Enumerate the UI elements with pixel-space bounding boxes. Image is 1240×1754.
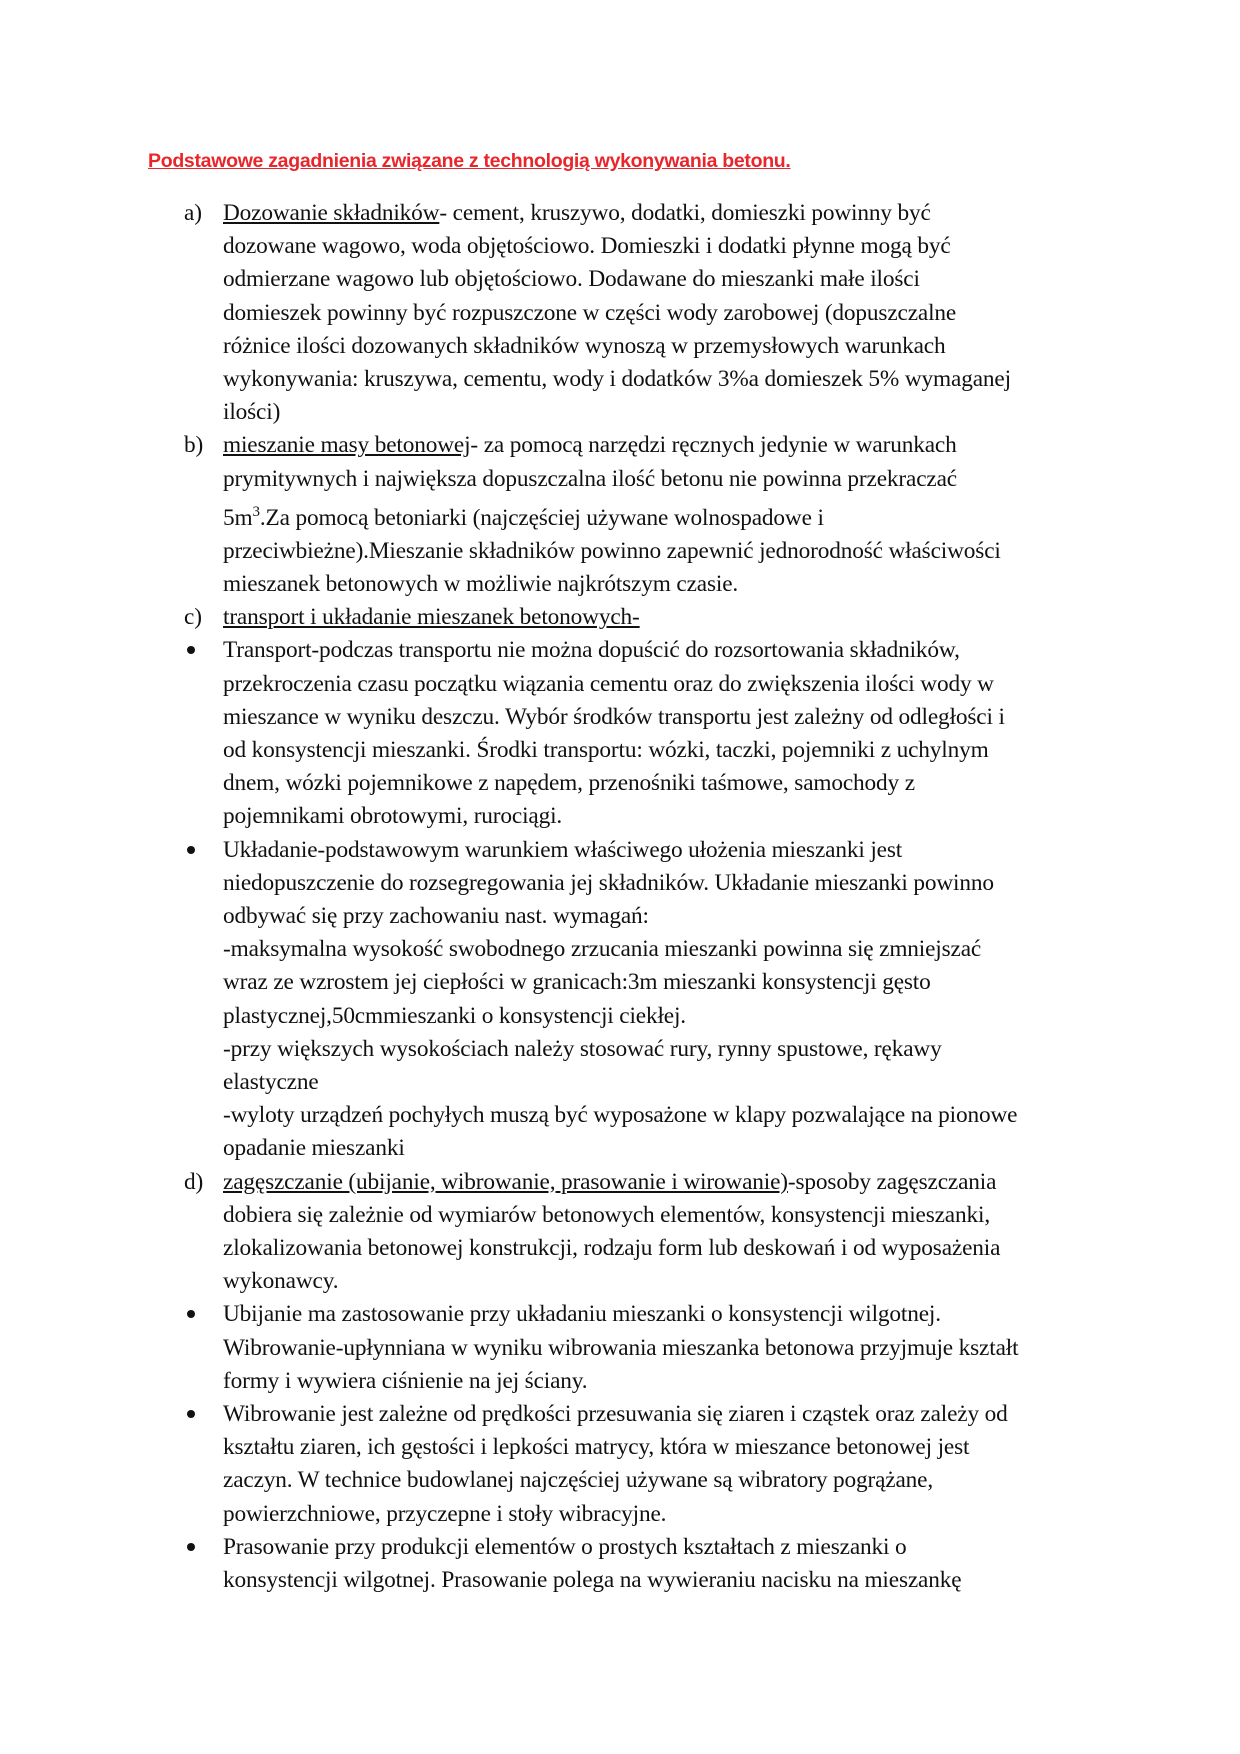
item-heading: Dozowanie składników bbox=[223, 200, 440, 226]
text-line: Układanie-podstawowym warunkiem właściwego ułożenia mieszanki jest bbox=[223, 836, 903, 863]
list-item-a bbox=[184, 197, 1103, 429]
item-heading: zagęszczanie (ubijanie, wibrowanie, prasowanie i wirowanie) bbox=[223, 1168, 788, 1195]
text-line: -przy większych wysokościach należy stosować rury, rynny spustowe, rękawy bbox=[223, 1035, 942, 1062]
item-heading: mieszanie masy betonowej bbox=[223, 432, 471, 459]
text-line: przeciwbieżne).Mieszanie składników powinno zapewnić jednorodność właściwości bbox=[223, 537, 1001, 564]
list-marker: c) bbox=[184, 604, 202, 631]
text-line: przekroczenia czasu początku wiązania cementu oraz do zwiększenia ilości wody w bbox=[223, 670, 994, 697]
text-line: niedopuszczenie do rozsegregowania jej składników. Układanie mieszanki powinno bbox=[223, 869, 994, 896]
list-marker: b) bbox=[184, 432, 204, 459]
text-line: plastycznej,50cmmieszanki o konsystencji ciekłej. bbox=[223, 1002, 686, 1029]
text-line: -sposoby zagęszczania bbox=[787, 1168, 997, 1195]
bullet-icon bbox=[187, 1531, 217, 1564]
list-item-b bbox=[184, 429, 1103, 601]
text-line: - cement, kruszywo, dodatki, domieszki powinny być bbox=[439, 200, 931, 226]
text-line: -maksymalna wysokość swobodnego zrzucania mieszanki powinna się zmniejszać bbox=[223, 936, 982, 963]
text-line: odbywać się przy zachowaniu nast. wymagań: bbox=[223, 903, 649, 930]
text-line: - za pomocą narzędzi ręcznych jedynie w warunkach bbox=[470, 432, 957, 459]
document-title: Podstawowe zagadnienia związane z technologią wykonywania betonu. bbox=[148, 150, 791, 172]
text-line: powierzchniowe, przyczepne i stoły wibracyjne. bbox=[223, 1500, 667, 1527]
text-line: Transport-podczas transportu nie można dopuścić do rozsortowania składników, bbox=[223, 637, 960, 664]
text-line: dobiera się zależnie od wymiarów betonowych elementów, konsystencji mieszanki, bbox=[223, 1201, 990, 1228]
text-line: mieszanek betonowych w możliwie najkrótszym czasie. bbox=[223, 571, 739, 597]
bullet-item-wibrowanie bbox=[223, 1398, 1103, 1531]
text-line: zlokalizowania betonowej konstrukcji, rodzaju form lub deskowań i od wyposażenia bbox=[223, 1235, 1001, 1262]
bullet-item-ukladanie bbox=[223, 834, 1103, 1166]
superscript: 3 bbox=[252, 503, 260, 520]
text-line: dozowane wagowo, woda objętościowo. Domieszki i dodatki płynne mogą być bbox=[223, 233, 951, 260]
text-line: wraz ze wzrostem jej ciepłości w granicach:3m mieszanki konsystencji gęsto bbox=[223, 969, 931, 996]
bullet-icon bbox=[187, 1398, 217, 1431]
list-item-c bbox=[184, 601, 1103, 634]
item-heading: transport i układanie mieszanek betonowych- bbox=[223, 604, 640, 631]
bullet-item-ubijanie bbox=[223, 1298, 1103, 1398]
text-line: -wyloty urządzeń pochyłych muszą być wyposażone w klapy pozwalające na pionowe bbox=[223, 1102, 1018, 1129]
text-line: dnem, wózki pojemnikowe z napędem, przenośniki taśmowe, samochody z bbox=[223, 770, 915, 797]
text-line: wykonawcy. bbox=[223, 1268, 339, 1295]
list-item-d bbox=[184, 1166, 1103, 1299]
text-line: odmierzane wagowo lub objętościowo. Dodawane do mieszanki małe ilości bbox=[223, 266, 920, 293]
list-marker: d) bbox=[184, 1168, 204, 1195]
text-line: kształtu ziaren, ich gęstości i lepkości matrycy, która w mieszance betonowej jest bbox=[223, 1434, 970, 1461]
text-line: Wibrowanie jest zależne od prędkości przesuwania się ziaren i cząstek oraz zależy od bbox=[223, 1401, 1008, 1428]
text-line: prymitywnych i największa dopuszczalna ilość betonu nie powinna przekraczać bbox=[223, 465, 957, 492]
bullet-icon bbox=[187, 1298, 217, 1331]
text-line: pojemnikami obrotowymi, rurociągi. bbox=[223, 803, 563, 830]
text-line: zaczyn. W technice budowlanej najczęściej używane są wibratory pogrążane, bbox=[223, 1467, 934, 1494]
text-line: ilości) bbox=[223, 399, 281, 426]
bullet-item-transport bbox=[223, 634, 1103, 833]
text-line: Prasowanie przy produkcji elementów o prostych kształtach z mieszanki o bbox=[223, 1533, 907, 1560]
text-line: konsystencji wilgotnej. Prasowanie polega na wywieraniu nacisku na mieszankę bbox=[223, 1567, 962, 1594]
text-line: mieszance w wyniku deszczu. Wybór środków transportu jest zależny od odległości i bbox=[223, 703, 1005, 730]
text-fragment: .Za pomocą betoniarki (najczęściej używane wolnospadowe i bbox=[259, 504, 824, 531]
text-line: od konsystencji mieszanki. Środki transportu: wózki, taczki, pojemniki z uchylnym bbox=[223, 737, 989, 764]
bullet-item-prasowanie bbox=[223, 1531, 1103, 1597]
bullet-icon bbox=[187, 834, 217, 867]
text-line: elastyczne bbox=[223, 1069, 319, 1096]
list-marker: a) bbox=[184, 200, 202, 226]
text-line: Wibrowanie-upłynniana w wyniku wibrowania mieszanka betonowa przyjmuje kształt bbox=[223, 1334, 1019, 1361]
text-fragment: 5m bbox=[223, 504, 253, 531]
text-line: formy i wywiera ciśnienie na jej ściany. bbox=[223, 1367, 588, 1394]
text-line: różnice ilości dozowanych składników wynoszą w przemysłowych warunkach bbox=[223, 332, 946, 359]
text-line: Ubijanie ma zastosowanie przy układaniu mieszanki o konsystencji wilgotnej. bbox=[223, 1301, 941, 1328]
bullet-icon bbox=[187, 634, 217, 667]
text-line: wykonywania: kruszywa, cementu, wody i dodatków 3%a domieszek 5% wymaganej bbox=[223, 366, 1011, 393]
text-line: domieszek powinny być rozpuszczone w części wody zarobowej (dopuszczalne bbox=[223, 299, 957, 326]
document-body bbox=[184, 197, 1103, 1597]
text-line: opadanie mieszanki bbox=[223, 1135, 405, 1162]
